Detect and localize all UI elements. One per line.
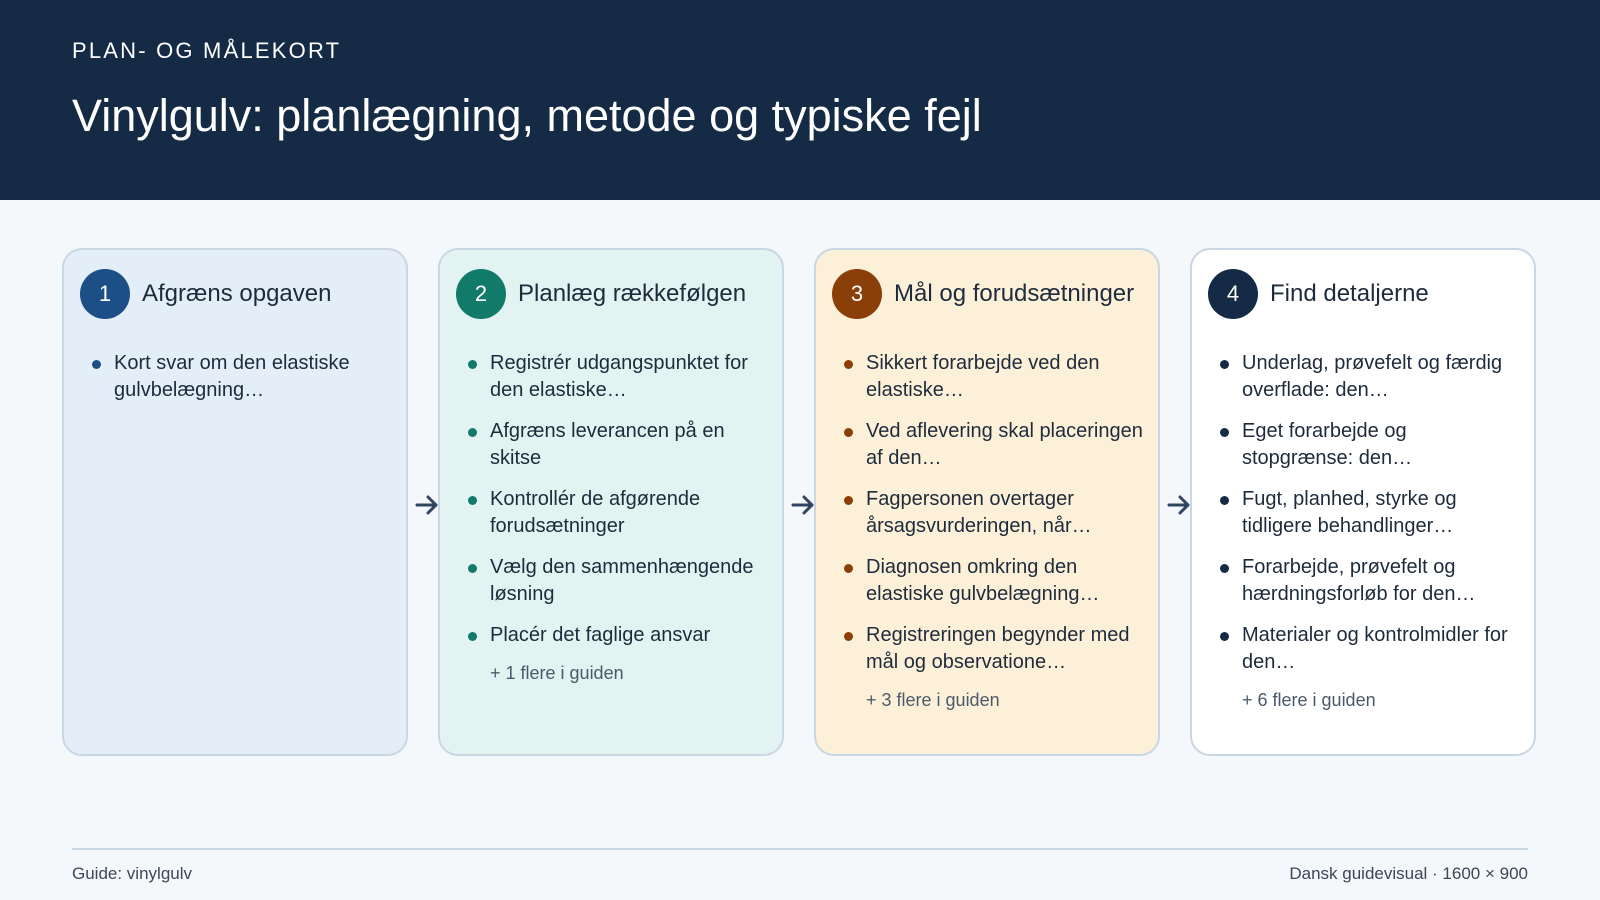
bullet-icon	[844, 428, 853, 437]
list-item-text: Kort svar om den elastiske gulvbelægning…	[114, 352, 350, 401]
footer-divider	[72, 848, 1528, 850]
arrow-right-icon	[790, 492, 816, 518]
step-card-2	[438, 248, 784, 756]
bullet-icon	[468, 360, 477, 369]
bullet-icon	[1220, 496, 1229, 505]
step-card-header	[456, 268, 746, 320]
list-item-text: Registrér udgangspunktet for den elastiske…	[490, 352, 748, 401]
list-item-text: Registreringen begynder med mål og observatione…	[866, 624, 1130, 673]
list-item	[466, 418, 770, 472]
step-title: Planlæg rækkefølgen	[518, 280, 747, 307]
step-item-list	[1218, 350, 1522, 711]
footer-credit: Dansk guidevisual · 1600 × 900	[1289, 864, 1528, 883]
more-in-guide-link[interactable]: + 1 flere i guiden	[490, 663, 624, 683]
list-item-text: Sikkert forarbejde ved den elastiske…	[866, 352, 1100, 401]
step-item-list	[466, 350, 770, 684]
bullet-icon	[844, 632, 853, 641]
arrow-right-icon	[1166, 492, 1192, 518]
list-item-text: Fugt, planhed, styrke og tidligere behandlinger…	[1242, 488, 1457, 537]
list-item	[466, 350, 770, 404]
step-card-header	[832, 268, 1134, 320]
bullet-icon	[1220, 564, 1229, 573]
step-card-header	[1208, 268, 1429, 320]
step-title: Mål og forudsætninger	[894, 280, 1135, 307]
more-in-guide-link[interactable]: + 3 flere i guiden	[866, 690, 1000, 710]
step-card-4	[1190, 248, 1536, 756]
step-card-3	[814, 248, 1160, 756]
header-banner	[0, 0, 1600, 200]
list-item	[466, 554, 770, 608]
list-item-text: Fagpersonen overtager årsagsvurderingen, når…	[866, 488, 1092, 537]
bullet-icon	[468, 564, 477, 573]
arrow-right-icon	[414, 492, 440, 518]
list-item-text: Eget forarbejde og stopgrænse: den…	[1242, 420, 1413, 469]
more-in-guide-link[interactable]: + 6 flere i guiden	[1242, 690, 1376, 710]
list-item-text: Forarbejde, prøvefelt og hærdningsforløb for den…	[1242, 556, 1476, 605]
list-item	[1218, 418, 1522, 472]
list-item	[842, 622, 1146, 676]
step-number-badge: 2	[456, 269, 506, 319]
list-item	[90, 350, 394, 404]
step-card-header	[80, 268, 331, 320]
bullet-icon	[844, 564, 853, 573]
list-item	[1218, 350, 1522, 404]
list-item-text: Diagnosen omkring den elastiske gulvbelægning…	[866, 556, 1100, 605]
list-item	[842, 554, 1146, 608]
bullet-icon	[92, 360, 101, 369]
list-item	[842, 418, 1146, 472]
list-item-text: Ved aflevering skal placeringen af den…	[866, 420, 1143, 469]
step-number-badge: 4	[1208, 269, 1258, 319]
list-item-text: Kontrollér de afgørende forudsætninger	[490, 488, 701, 537]
header-kicker: PLAN- OG MÅLEKORT	[72, 38, 342, 63]
list-item	[1218, 622, 1522, 676]
list-item	[842, 486, 1146, 540]
step-card-1	[62, 248, 408, 756]
bullet-icon	[1220, 632, 1229, 641]
bullet-icon	[468, 496, 477, 505]
bullet-icon	[1220, 428, 1229, 437]
list-item	[466, 622, 770, 649]
step-number-badge: 3	[832, 269, 882, 319]
list-item-text: Vælg den sammenhængende løsning	[490, 556, 754, 605]
list-item	[1218, 554, 1522, 608]
step-title: Afgræns opgaven	[142, 280, 332, 307]
list-item	[1218, 486, 1522, 540]
list-item-text: Materialer og kontrolmidler for den…	[1242, 624, 1508, 673]
step-title: Find detaljerne	[1270, 280, 1429, 307]
list-item-text: Placér det faglige ansvar	[490, 624, 711, 646]
step-item-list	[90, 350, 394, 418]
page-title: Vinylgulv: planlægning, metode og typiske fejl	[72, 90, 982, 141]
list-item	[466, 486, 770, 540]
bullet-icon	[844, 360, 853, 369]
footer-guide-label: Guide: vinylgulv	[72, 864, 193, 883]
bullet-icon	[844, 496, 853, 505]
list-item-text: Afgræns leverancen på en skitse	[490, 420, 725, 469]
bullet-icon	[1220, 360, 1229, 369]
list-item	[842, 350, 1146, 404]
list-item-text: Underlag, prøvefelt og færdig overflade: den…	[1242, 352, 1503, 401]
bullet-icon	[468, 632, 477, 641]
bullet-icon	[468, 428, 477, 437]
step-item-list	[842, 350, 1146, 711]
step-number-badge: 1	[80, 269, 130, 319]
